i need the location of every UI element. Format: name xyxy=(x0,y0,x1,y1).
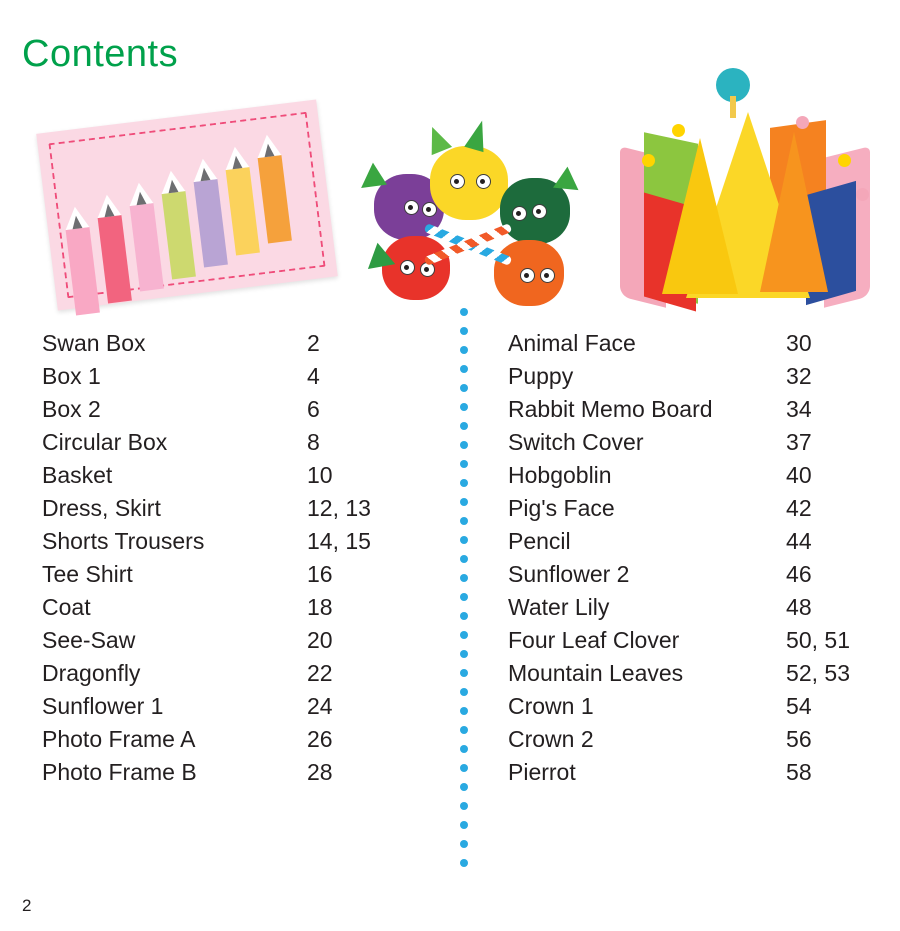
toc-entry[interactable] xyxy=(42,495,422,528)
orange-eye-left xyxy=(520,268,535,283)
toc-entry[interactable] xyxy=(508,363,888,396)
toc-entry-title: Photo Frame B xyxy=(42,759,197,785)
toc-entry[interactable] xyxy=(508,561,888,594)
toc-entry-page: 34 xyxy=(786,396,812,422)
toc-entry-title: Sunflower 1 xyxy=(42,693,164,719)
divider-dot xyxy=(460,631,468,639)
toc-entry-title: Rabbit Memo Board xyxy=(508,396,713,422)
toc-entry-page: 22 xyxy=(307,660,333,686)
toc-entry[interactable] xyxy=(508,462,888,495)
toc-entry[interactable] xyxy=(508,594,888,627)
yellow-veggie xyxy=(430,146,508,220)
toc-entry-title: Hobgoblin xyxy=(508,462,612,488)
toc-entry-title: Swan Box xyxy=(42,330,146,356)
toc-entry-page: 18 xyxy=(307,594,333,620)
toc-column-right xyxy=(508,330,888,792)
crown-bead-3 xyxy=(796,116,809,129)
photo-strip xyxy=(0,60,900,300)
divider-dot xyxy=(460,441,468,449)
toc-entry-page: 54 xyxy=(786,693,812,719)
toc-entry[interactable] xyxy=(508,759,888,792)
divider-dot xyxy=(460,327,468,335)
toc-entry-page: 48 xyxy=(786,594,812,620)
divider-dot xyxy=(460,821,468,829)
toc-entry[interactable] xyxy=(508,330,888,363)
toc-entry-page: 20 xyxy=(307,627,333,653)
crown-bead-4 xyxy=(838,154,851,167)
toc-entry-title: Mountain Leaves xyxy=(508,660,684,686)
divider-dot xyxy=(460,498,468,506)
divider-dot xyxy=(460,384,468,392)
toc-entry-title: Four Leaf Clover xyxy=(508,627,680,653)
divider-dot xyxy=(460,612,468,620)
toc-entry[interactable] xyxy=(42,660,422,693)
folio-number: 2 xyxy=(22,896,32,915)
green-eye-left xyxy=(512,206,527,221)
divider-dot xyxy=(460,840,468,848)
toc-entry[interactable] xyxy=(42,330,422,363)
divider-dot xyxy=(460,403,468,411)
toc-entry[interactable] xyxy=(42,429,422,462)
divider-dot xyxy=(460,688,468,696)
divider-dot xyxy=(460,593,468,601)
divider-dot xyxy=(460,422,468,430)
toc-entry-title: Crown 2 xyxy=(508,726,594,752)
dotted-divider xyxy=(460,308,468,878)
toc-entry[interactable] xyxy=(508,726,888,759)
crown-bead-1 xyxy=(642,154,655,167)
divider-dot xyxy=(460,859,468,867)
divider-dot xyxy=(460,365,468,373)
toc-entry[interactable] xyxy=(508,495,888,528)
divider-dot xyxy=(460,745,468,753)
toc-entry-title: Coat xyxy=(42,594,91,620)
crown-point-orange-front xyxy=(760,132,828,292)
paper-crown-photo xyxy=(600,60,890,335)
page-title: Contents xyxy=(22,33,179,76)
toc-entry-title: Dress, Skirt xyxy=(42,495,161,521)
toc-entry-page: 40 xyxy=(786,462,812,488)
paper-pencils-photo xyxy=(38,98,338,333)
toc-entry-title: Pierrot xyxy=(508,759,576,785)
toc-entry-page: 26 xyxy=(307,726,333,752)
toc-entry-page: 6 xyxy=(307,396,320,422)
toc-entry-page: 16 xyxy=(307,561,333,587)
toc-entry-title: Pig's Face xyxy=(508,495,615,521)
toc-entry-title: Dragonfly xyxy=(42,660,141,686)
toc-entry[interactable] xyxy=(42,759,422,792)
toc-entry-page: 14, 15 xyxy=(307,528,371,554)
toc-entry[interactable] xyxy=(42,561,422,594)
toc-entry-page: 50, 51 xyxy=(786,627,850,653)
yellow-eye-right xyxy=(476,174,491,189)
toc-entry[interactable] xyxy=(508,627,888,660)
toc-entry[interactable] xyxy=(42,627,422,660)
red-eye-left xyxy=(400,260,415,275)
toc-entry[interactable] xyxy=(42,693,422,726)
toc-entry-title: Crown 1 xyxy=(508,693,594,719)
toc-entry[interactable] xyxy=(42,363,422,396)
yellow-leaf-right xyxy=(464,118,491,152)
toc-entry-title: Switch Cover xyxy=(508,429,644,455)
divider-dot xyxy=(460,517,468,525)
toc-entry[interactable] xyxy=(508,429,888,462)
toc-entry-page: 58 xyxy=(786,759,812,785)
orange-eye-right xyxy=(540,268,555,283)
toc-entry[interactable] xyxy=(508,528,888,561)
toc-entry-title: Photo Frame A xyxy=(42,726,196,752)
toc-entry[interactable] xyxy=(42,726,422,759)
divider-dot xyxy=(460,650,468,658)
divider-dot xyxy=(460,726,468,734)
divider-dot xyxy=(460,764,468,772)
toc-entry[interactable] xyxy=(42,462,422,495)
toc-entry-page: 52, 53 xyxy=(786,660,850,686)
divider-dot xyxy=(460,574,468,582)
toc-entry[interactable] xyxy=(42,528,422,561)
toc-entry-title: Water Lily xyxy=(508,594,610,620)
divider-dot xyxy=(460,555,468,563)
crown-bead-5 xyxy=(856,188,869,201)
divider-dot xyxy=(460,783,468,791)
toc-entry[interactable] xyxy=(508,396,888,429)
toc-entry-title: Animal Face xyxy=(508,330,636,356)
toc-entry-page: 56 xyxy=(786,726,812,752)
crown-point-yellow-left xyxy=(662,138,738,294)
toc-entry-page: 10 xyxy=(307,462,333,488)
divider-dot xyxy=(460,346,468,354)
toc-entry[interactable] xyxy=(42,396,422,429)
toc-entry-page: 42 xyxy=(786,495,812,521)
toc-entry-page: 28 xyxy=(307,759,333,785)
divider-dot xyxy=(460,707,468,715)
toc-entry-title: Tee Shirt xyxy=(42,561,133,587)
divider-dot xyxy=(460,479,468,487)
toc-entry-title: Basket xyxy=(42,462,113,488)
toc-entry-page: 46 xyxy=(786,561,812,587)
toc-entry-title: Box 1 xyxy=(42,363,101,389)
toc-entry-title: See-Saw xyxy=(42,627,136,653)
toc-entry-title: Pencil xyxy=(508,528,571,554)
toc-entry-title: Shorts Trousers xyxy=(42,528,205,554)
toc-entry[interactable] xyxy=(508,693,888,726)
toc-entry-page: 8 xyxy=(307,429,320,455)
toc-entry-page: 2 xyxy=(307,330,320,356)
green-eye-right xyxy=(532,204,547,219)
crown-bead-2 xyxy=(672,124,685,137)
divider-dot xyxy=(460,308,468,316)
toc-entry-page: 30 xyxy=(786,330,812,356)
origami-vegetable-faces-photo xyxy=(352,90,602,330)
toc-entry-page: 37 xyxy=(786,429,812,455)
toc-column-left xyxy=(42,330,422,792)
purple-eye-left xyxy=(404,200,419,215)
toc-entry[interactable] xyxy=(508,660,888,693)
toc-entry-title: Box 2 xyxy=(42,396,101,422)
toc-entry-title: Sunflower 2 xyxy=(508,561,630,587)
toc-entry[interactable] xyxy=(42,594,422,627)
crown-pompom-stem xyxy=(730,96,736,118)
toc-entry-page: 4 xyxy=(307,363,320,389)
toc-entry-page: 32 xyxy=(786,363,812,389)
toc-entry-page: 44 xyxy=(786,528,812,554)
divider-dot xyxy=(460,802,468,810)
toc-entry-title: Puppy xyxy=(508,363,574,389)
divider-dot xyxy=(460,669,468,677)
yellow-eye-left xyxy=(450,174,465,189)
toc-entry-title: Circular Box xyxy=(42,429,168,455)
divider-dot xyxy=(460,536,468,544)
divider-dot xyxy=(460,460,468,468)
toc-entry-page: 24 xyxy=(307,693,333,719)
toc-entry-page: 12, 13 xyxy=(307,495,371,521)
